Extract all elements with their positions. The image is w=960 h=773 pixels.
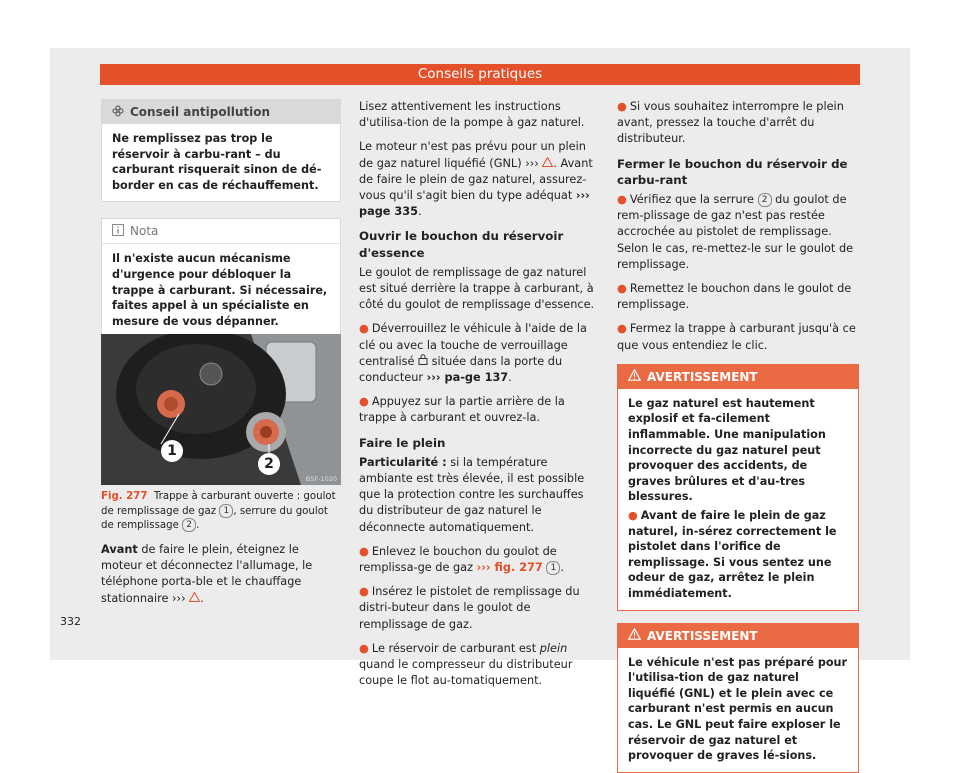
nota-title — [102, 219, 340, 244]
antipollution-box — [101, 99, 341, 202]
page-number: 332 — [60, 615, 81, 628]
warning-triangle-icon — [628, 365, 641, 389]
avant-paragraph: Avant de faire le plein, éteignez le moteur et déconnectez l'allumage, le téléphone porta-ble et le chauffage stationnaire ››› . — [101, 543, 313, 605]
caption-text-b: , serrure du goulot de remplissage — [101, 505, 328, 531]
image-code: B5F-1020 — [305, 475, 337, 483]
callout-ref-2: 2 — [182, 518, 196, 532]
avant-text: de faire le plein, éteignez le moteur et déconnectez l'allumage, le téléphone porta-ble et le chauffage stationnaire ››› — [101, 543, 313, 605]
page-ref-137[interactable]: ››› pa-ge 137 — [426, 371, 509, 385]
warning-body-1: Le gaz naturel est hautement explosif et fa-cilement inflammable. Une manipulation incorrecte du gaz naturel peut provoquer des accidents, de graves brûlures et d'au-tres blessures. ● Avant de faire le plein de gaz naturel, in-sérez correctement le pistolet dans l'orifice de remplissage. Si vous sentez une odeur de gaz, arrêtez le plein immédiatement. — [628, 396, 837, 600]
figure-caption — [101, 490, 341, 533]
nota-body: Il n'existe aucun mécanisme d'urgence pour débloquer la trappe à carburant. Si nécessaire, faites appel à un spécialiste en mesure de vous dépanner. — [112, 252, 328, 328]
col2-particularite: Particularité : si la température ambiante est très élevée, il est possible que la protection contre les surchauffes du distributeur de gaz naturel le déconnecte automatiquement. — [359, 455, 585, 534]
callout-2: 2 — [258, 453, 280, 475]
col3-bullet-1: ● Si vous souhaitez interrompre le plein avant, pressez la touche d'arrêt du distributeur. — [617, 100, 844, 146]
warning-triangle-icon — [542, 157, 553, 170]
fuel-door-photo — [101, 334, 341, 485]
caption-fig: Fig. 277 — [101, 491, 148, 502]
col3-bullet-3: ● Remettez le bouchon dans le goulot de remplissage. — [617, 282, 852, 312]
fig-ref-277[interactable]: ››› fig. 277 — [476, 561, 543, 575]
subhead-open: Ouvrir le bouchon du réservoir d'essence — [359, 229, 564, 260]
caption-end: . — [196, 520, 200, 531]
lock-icon — [418, 355, 428, 368]
column-3 — [617, 99, 859, 773]
warning-title-1: AVERTISSEMENT — [618, 365, 858, 389]
callout-ref-1: 1 — [219, 504, 233, 518]
flower-icon — [112, 101, 124, 125]
warning-body-2: Le véhicule n'est pas préparé pour l'utilisa-tion de gaz naturel liquéfié (GNL) et le plein avec ce carburant n'est permis en aucun cas. Le GNL peut faire exploser le réservoir de gaz naturel et provoquer de graves lé-sions. — [628, 655, 848, 763]
column-2 — [359, 99, 601, 698]
page-header: Conseils pratiques — [100, 64, 860, 85]
antipollution-body: Ne remplissez pas trop le réservoir à carbu-rant – du carburant risquerait sinon de dé-border en cas de réchauffement. — [112, 132, 322, 192]
caption-text-a: Trappe à carburant ouverte : goulot de remplissage de gaz — [101, 491, 336, 517]
subhead-plein: Faire le plein — [359, 435, 446, 450]
warning-title-2: AVERTISSEMENT — [618, 624, 858, 648]
nota-title-text: Nota — [130, 224, 159, 239]
antipollution-title — [102, 100, 340, 124]
subhead-close: Fermer le bouchon du réservoir de carbu-rant — [617, 156, 848, 187]
callout-1: 1 — [161, 440, 183, 462]
callout-ref-2: 2 — [758, 193, 772, 207]
col3-bullet-4: ● Fermez la trappe à carburant jusqu'à ce que vous entendiez le clic. — [617, 322, 856, 352]
nota-box — [101, 218, 341, 338]
col2-bullet-3: ● Enlevez le bouchon du goulot de remplissa-ge de gaz ››› fig. 277 1 . — [359, 544, 564, 575]
warning-triangle-icon — [628, 624, 641, 648]
warning-triangle-icon — [189, 592, 200, 605]
col2-bullet-5: ● Le réservoir de carburant est plein quand le compresseur du distributeur coupe le flot au-tomatiquement. — [359, 641, 573, 688]
page-ref-335[interactable]: ››› page 335 — [359, 189, 590, 219]
col2-p1: Lisez attentivement les instructions d'utilisa-tion de la pompe à gaz naturel. — [359, 100, 585, 130]
warning-box-2 — [617, 623, 859, 773]
col2-bullet-2: ● Appuyez sur la partie arrière de la trappe à carburant et ouvrez-la. — [359, 395, 565, 425]
callout-ref-1: 1 — [546, 561, 560, 575]
col3-bullet-2: ● Vérifiez que la serrure 2 du goulot de rem-plissage de gaz n'est pas restée accrochée au pistolet de remplissage. Selon le cas, re-mettez-le sur le goulot de remplissage. — [617, 193, 854, 271]
col2-bullet-4: ● Insérez le pistolet de remplissage du distri-buteur dans le goulot de remplissage de gaz. — [359, 585, 580, 631]
col2-p3: Le goulot de remplissage de gaz naturel est situé derrière la trappe à carburant, à côté du goulot de remplissage d'essence. — [359, 265, 595, 312]
antipollution-title-text: Conseil antipollution — [130, 105, 271, 119]
avant-bold: Avant — [101, 543, 138, 556]
col2-bullet-1: ● Déverrouillez le véhicule à l'aide de la clé ou avec la touche de verrouillage centralisé située dans la porte du conducteur ››› pa-ge 137. — [359, 322, 587, 385]
info-icon — [112, 220, 124, 244]
warning-box-1 — [617, 364, 859, 611]
col2-p2: Le moteur n'est pas prévu pour un plein de gaz naturel liquéfié (GNL) ››› . Avant de faire le plein de gaz naturel, assurez-vous qu'il s'agit bien du type adéquat ››› page 335. — [359, 140, 593, 219]
